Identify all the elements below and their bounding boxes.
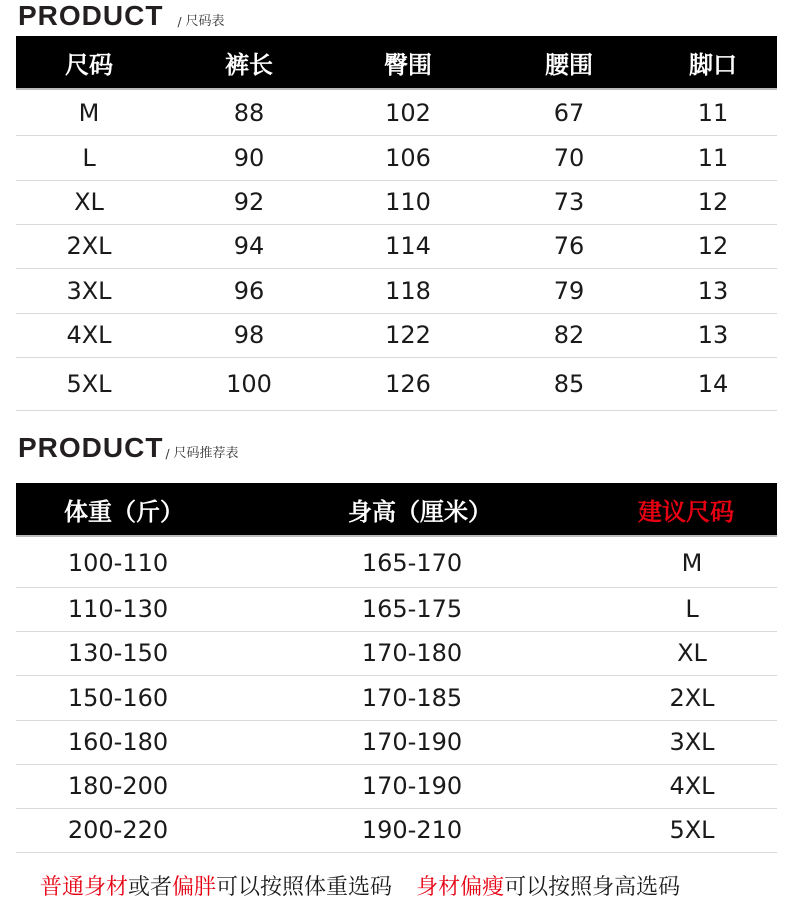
recommend-cell: 170-180 — [361, 639, 463, 667]
recommend-cell: 100-110 — [67, 548, 169, 577]
recommend-cell: 170-190 — [361, 728, 463, 756]
size-cell: 4XL — [66, 321, 112, 349]
header-cell: 裤长 — [225, 50, 273, 79]
size-cell: 100 — [226, 369, 272, 398]
recommend-cell: 4XL — [669, 772, 715, 800]
size-cell: 122 — [385, 321, 431, 349]
recommend-row — [16, 720, 777, 765]
size-row — [16, 90, 777, 136]
recommend-cell: XL — [677, 639, 707, 667]
recommend-cell: 5XL — [669, 816, 715, 844]
section-title-text: PRODUCT — [18, 432, 164, 463]
recommend-row — [16, 587, 777, 632]
recommend-cell: 150-160 — [67, 683, 169, 712]
header-cell: 身高（厘米） — [348, 497, 492, 526]
size-chart-title — [18, 2, 225, 30]
footer-highlight: 身材偏瘦 — [416, 875, 505, 900]
title-slash: / — [177, 15, 182, 29]
recommend-cell: 165-170 — [361, 548, 463, 577]
size-cell: 82 — [553, 321, 585, 349]
size-cell: 96 — [233, 276, 265, 305]
footer-text: 或者 — [128, 875, 173, 900]
recommend-row — [16, 631, 777, 676]
recommend-cell: 160-180 — [67, 728, 169, 756]
recommend-cell: 190-210 — [361, 816, 463, 844]
recommend-cell: 170-185 — [361, 683, 463, 712]
size-cell: 11 — [697, 143, 729, 172]
size-cell: 13 — [697, 276, 729, 305]
footer-text: 可以按照体重选码 — [216, 875, 393, 900]
recommend-cell: 3XL — [669, 728, 715, 756]
header-cell: 腰围 — [545, 50, 593, 79]
size-cell: 92 — [233, 188, 265, 216]
size-cell: 118 — [385, 276, 431, 305]
size-cell: 98 — [233, 321, 265, 349]
size-cell: 110 — [385, 188, 431, 216]
size-row — [16, 180, 777, 225]
title-slash: / — [165, 447, 170, 461]
size-cell: 67 — [553, 98, 585, 127]
size-row — [16, 135, 777, 181]
recommend-cell: 110-130 — [67, 595, 169, 623]
footer-highlight: 偏胖 — [172, 875, 217, 900]
section-subtitle: 尺码推荐表 — [173, 446, 239, 461]
size-row — [16, 224, 777, 269]
size-cell: 3XL — [66, 276, 112, 305]
size-row — [16, 268, 777, 314]
size-row — [16, 357, 777, 411]
size-cell: 88 — [233, 98, 265, 127]
recommend-cell: 200-220 — [67, 816, 169, 844]
recommend-cell: 170-190 — [361, 772, 463, 800]
header-cell: 脚口 — [689, 50, 737, 79]
recommend-cell: M — [681, 548, 703, 577]
size-cell: 106 — [385, 143, 431, 172]
header-cell: 尺码 — [65, 50, 113, 79]
recommend-cell: L — [685, 595, 699, 623]
size-cell: 114 — [385, 232, 431, 260]
footer-highlight: 普通身材 — [40, 875, 129, 900]
size-cell: 85 — [553, 369, 585, 398]
size-cell: 13 — [697, 321, 729, 349]
size-cell: 73 — [553, 188, 585, 216]
section-subtitle: 尺码表 — [185, 14, 225, 29]
footer-text: 可以按照身高选码 — [504, 875, 681, 900]
size-chart-header — [16, 36, 777, 88]
recommend-row — [16, 764, 777, 809]
size-row — [16, 313, 777, 358]
recommend-row — [16, 675, 777, 721]
size-cell: 2XL — [66, 232, 112, 260]
size-cell: 102 — [385, 98, 431, 127]
recommend-row — [16, 808, 777, 853]
recommend-cell: 2XL — [669, 683, 715, 712]
header-cell: 建议尺码 — [638, 497, 734, 526]
recommend-cell: 165-175 — [361, 595, 463, 623]
size-cell: L — [82, 143, 96, 172]
size-cell: 126 — [385, 369, 431, 398]
size-cell: 70 — [553, 143, 585, 172]
recommend-cell: 180-200 — [67, 772, 169, 800]
header-cell: 体重（斤） — [64, 497, 184, 526]
size-cell: XL — [74, 188, 104, 216]
size-cell: 12 — [697, 232, 729, 260]
recommend-chart-header — [16, 483, 777, 535]
size-cell: 5XL — [66, 369, 112, 398]
recommend-row — [16, 538, 777, 588]
header-cell: 臀围 — [384, 50, 432, 79]
recommend-chart-title — [18, 434, 239, 462]
size-cell: 76 — [553, 232, 585, 260]
size-cell: 90 — [233, 143, 265, 172]
size-cell: 12 — [697, 188, 729, 216]
size-cell: 14 — [697, 369, 729, 398]
size-cell: 94 — [233, 232, 265, 260]
footer-note — [40, 870, 680, 901]
size-cell: 79 — [553, 276, 585, 305]
section-title-text: PRODUCT — [18, 0, 164, 31]
size-cell: 11 — [697, 98, 729, 127]
size-cell: M — [78, 98, 100, 127]
recommend-cell: 130-150 — [67, 639, 169, 667]
